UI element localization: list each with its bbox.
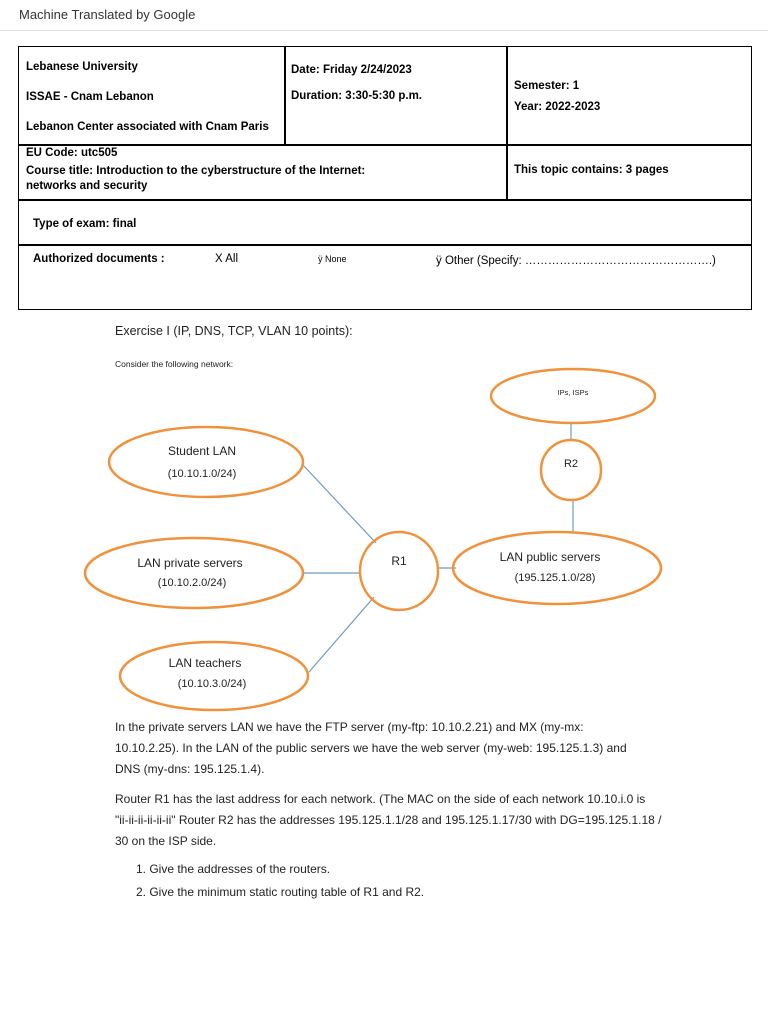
course-title-2: networks and security: [26, 180, 148, 192]
teachers-lan-label: LAN teachers: [168, 656, 242, 670]
teachers-lan-net: (10.10.3.0/24): [177, 678, 247, 690]
node-r2: [541, 440, 601, 500]
semester: Semester: 1: [514, 80, 580, 92]
exercise-intro: Consider the following network:: [115, 359, 234, 369]
cell-date: [284, 46, 508, 146]
center-name: Lebanon Center associated with Cnam Paris: [26, 121, 269, 133]
exam-date: Date: Friday 2/24/2023: [291, 64, 412, 76]
institute-name: ISSAE - Cnam Lebanon: [26, 91, 154, 103]
banner-text: Machine Translated by Google: [19, 7, 196, 22]
cell-pages: [506, 144, 752, 200]
r2-label: R2: [563, 458, 579, 470]
public-lan-net: (195.125.1.0/28): [514, 572, 596, 584]
isp-label: IPs, ISPs: [557, 388, 589, 397]
node-isp: [491, 369, 655, 423]
paragraph-line: "ii-ii-ii-ii-ii-ii" Router R2 has the addresses 195.125.1.1/28 and 195.125.1.17/30 with DG=195.125.1.18 /: [115, 813, 662, 827]
node-r1: [360, 532, 438, 610]
page-count: This topic contains: 3 pages: [514, 164, 669, 176]
question-item: 1. Give the addresses of the routers.: [136, 862, 331, 876]
paragraph-line: 30 on the ISP side.: [115, 834, 217, 848]
node-private-servers: [85, 538, 303, 608]
links: [302, 424, 573, 672]
eu-code: EU Code: utc505: [26, 147, 118, 159]
paragraph-routers: [115, 789, 675, 852]
authorized-label: Authorized documents :: [33, 253, 165, 265]
exam-header-table: [18, 46, 752, 310]
network-diagram: [0, 360, 768, 720]
paragraph-line: DNS (my-dns: 195.125.1.4).: [115, 762, 265, 776]
cell-course: [18, 144, 508, 200]
student-lan-net: (10.10.1.0/24): [167, 468, 237, 480]
question-item: 2. Give the minimum static routing table of R1 and R2.: [136, 885, 425, 899]
cell-documents: [18, 244, 752, 310]
private-lan-net: (10.10.2.0/24): [157, 577, 227, 589]
translation-banner: [0, 0, 768, 31]
link-student-r1: [303, 465, 376, 543]
option-other: ÿ Other (Specify: ………………………………………….): [436, 255, 716, 267]
cell-semester: [506, 46, 752, 146]
option-none: ÿ None: [318, 254, 347, 264]
private-lan-label: LAN private servers: [137, 556, 243, 570]
r1-label: R1: [391, 554, 407, 568]
student-lan-label: Student LAN: [167, 444, 237, 458]
node-teachers-lan: [120, 642, 308, 710]
public-lan-label: LAN public servers: [499, 550, 601, 564]
exam-duration: Duration: 3:30-5:30 p.m.: [291, 90, 422, 102]
question-list: [136, 862, 424, 908]
paragraph-servers: [115, 717, 675, 780]
academic-year: Year: 2022-2023: [514, 101, 601, 113]
option-all: X All: [215, 253, 239, 265]
course-title-1: Course title: Introduction to the cyberstructure of the Internet:: [26, 165, 366, 177]
cell-exam-type: [18, 200, 752, 246]
cell-institution: [18, 46, 286, 146]
exercise-title: Exercise I (IP, DNS, TCP, VLAN 10 points):: [115, 324, 353, 338]
paragraph-line: Router R1 has the last address for each network. (The MAC on the side of each network 10.10.i.0 is: [115, 792, 646, 806]
node-public-servers: [453, 532, 661, 604]
paragraph-line: In the private servers LAN we have the FTP server (my-ftp: 10.10.2.21) and MX (my-mx:: [115, 720, 584, 734]
university-name: Lebanese University: [26, 61, 138, 73]
node-student-lan: [109, 427, 303, 497]
exam-type: Type of exam: final: [33, 218, 137, 230]
paragraph-line: 10.10.2.25). In the LAN of the public servers we have the web server (my-web: 195.125.1.3) and: [115, 741, 627, 755]
link-teachers-r1: [309, 597, 374, 672]
